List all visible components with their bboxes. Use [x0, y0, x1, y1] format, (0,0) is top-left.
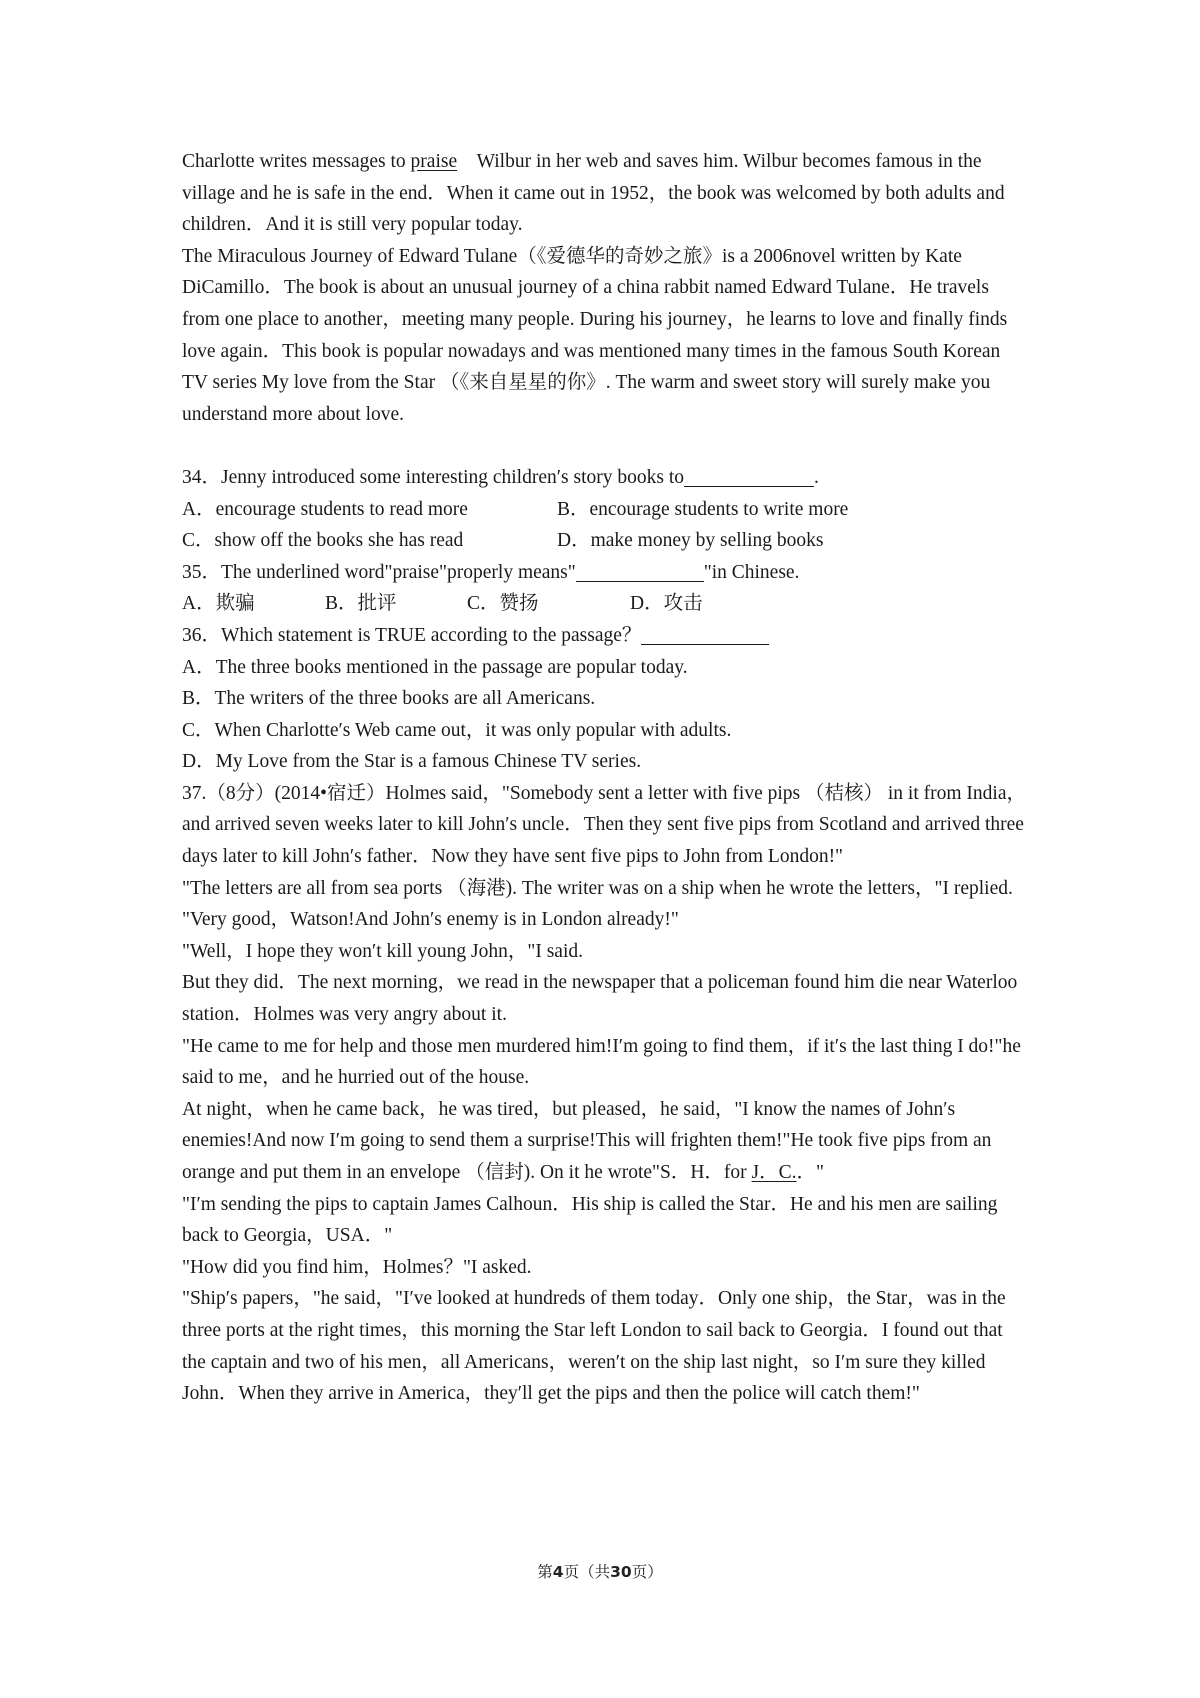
option-c: C．赞扬 [467, 593, 539, 615]
question-35-options [182, 588, 1027, 620]
passage-paragraph-2: The Miraculous Journey of Edward Tulane（《爱德华的奇妙之旅》is a 2006novel written by Kate DiCamillo．The book is about an unusual journey of a china rabbit named Edward Tulane．He travels from one place to another，meeting many people. During his journey，he learns to love and finally finds love again．This book is popular nowadays and was mentioned many times in the famous South Korean TV series My love from the Star （《来自星星的你》. The warm and sweet story will surely make you understand more about love. [182, 245, 1008, 425]
q37-paragraph-4: "Well，I hope they won′t kill young John，"I said. [182, 940, 583, 962]
passage-text: Wilbur in her web and saves him. Wilbur becomes famous in the village and he is safe in the end．When it came out in 1952，the book was welcomed by both adults and children．And it is still very popular today. [182, 151, 1005, 236]
underlined-initials: J．C. [751, 1162, 797, 1183]
q37-paragraph-6: "He came to me for help and those men murdered him!I′m going to find them，if it′s the last thing I do!"he said to me，and he hurried out of the house. [182, 1035, 1021, 1089]
q37-paragraph-10: "Ship′s papers，"he said，"I′ve looked at hundreds of them today．Only one ship，the Star，was in the three ports at the right times，this morning the Star left London to sail back to Georgia．I found out that the captain and two of his men，all Americans，weren′t on the ship last night，so I′m sure they killed John．When they arrive in America，they′ll get the pips and then the police will catch them!" [182, 1288, 1006, 1405]
option-d: D．攻击 [630, 593, 703, 615]
answer-blank [684, 465, 814, 487]
q37-paragraph-8: "I′m sending the pips to captain James Calhoun．His ship is called the Star．He and his men are sailing back to Georgia，USA．" [182, 1193, 998, 1247]
underlined-word-praise: praise [410, 151, 458, 172]
option-b: B．The writers of the three books are all Americans. [182, 688, 596, 710]
answer-blank [641, 622, 769, 644]
q37-paragraph-3: "Very good，Watson!And John′s enemy is in London already!" [182, 909, 679, 931]
question-34-options-row-2 [182, 525, 1027, 557]
q37-paragraph-1: 37.（8分）(2014•宿迁）Holmes said，"Somebody sent a letter with five pips （桔核） in it from India，and arrived seven weeks later to kill John′s uncle．Then they sent five pips from Scotland and arrived three days later to kill John′s father．Now they have sent five pips to John from London!" [182, 782, 1026, 868]
answer-blank [576, 559, 704, 581]
question-35-stem: 35．The underlined word"praise"properly means" "in Chinese. [182, 557, 1027, 589]
option-b: B．encourage students to write more [557, 498, 849, 520]
passage-paragraph-1 [182, 146, 1027, 241]
option-b: B．批评 [325, 593, 397, 615]
q37-paragraph-5: But they did．The next morning，we read in the newspaper that a policeman found him die near Waterloo station．Holmes was very angry about it. [182, 972, 1018, 1026]
page-content [182, 146, 1027, 1410]
option-a: A．encourage students to read more [182, 498, 468, 520]
option-a: A．The three books mentioned in the passage are popular today. [182, 656, 688, 678]
option-c: C．When Charlotte′s Web came out，it was only popular with adults. [182, 719, 732, 741]
question-36-stem: 36．Which statement is TRUE according to the passage？ [182, 620, 1027, 652]
page-number: 4 [552, 1563, 564, 1581]
question-34-stem: 34．Jenny introduced some interesting children′s story books to . [182, 462, 1027, 494]
passage-text: Charlotte writes messages to [182, 151, 411, 172]
q37-paragraph-9: "How did you find him，Holmes？"I asked. [182, 1256, 532, 1278]
option-d: D．make money by selling books [557, 530, 824, 552]
q37-paragraph-7: At night，when he came back，he was tired，but pleased，he said，"I know the names of John′s enemies!And now I′m going to send them a surprise!This will frighten them!"He took five pips from an orange and put them in an envelope （信封). On it he wrote"S．H．for J．C.．" [182, 1098, 992, 1183]
option-c: C．show off the books she has read [182, 530, 464, 552]
spacer [182, 430, 1027, 462]
option-a: A．欺骗 [182, 593, 255, 615]
page-total: 30 [610, 1563, 632, 1581]
page-footer: 第4页（共30页） [537, 1563, 663, 1581]
option-d: D．My Love from the Star is a famous Chinese TV series. [182, 751, 642, 773]
q37-paragraph-2: "The letters are all from sea ports （海港). The writer was on a ship when he wrote the letters，"I replied. [182, 877, 1013, 899]
question-34-options-row-1 [182, 494, 1027, 526]
